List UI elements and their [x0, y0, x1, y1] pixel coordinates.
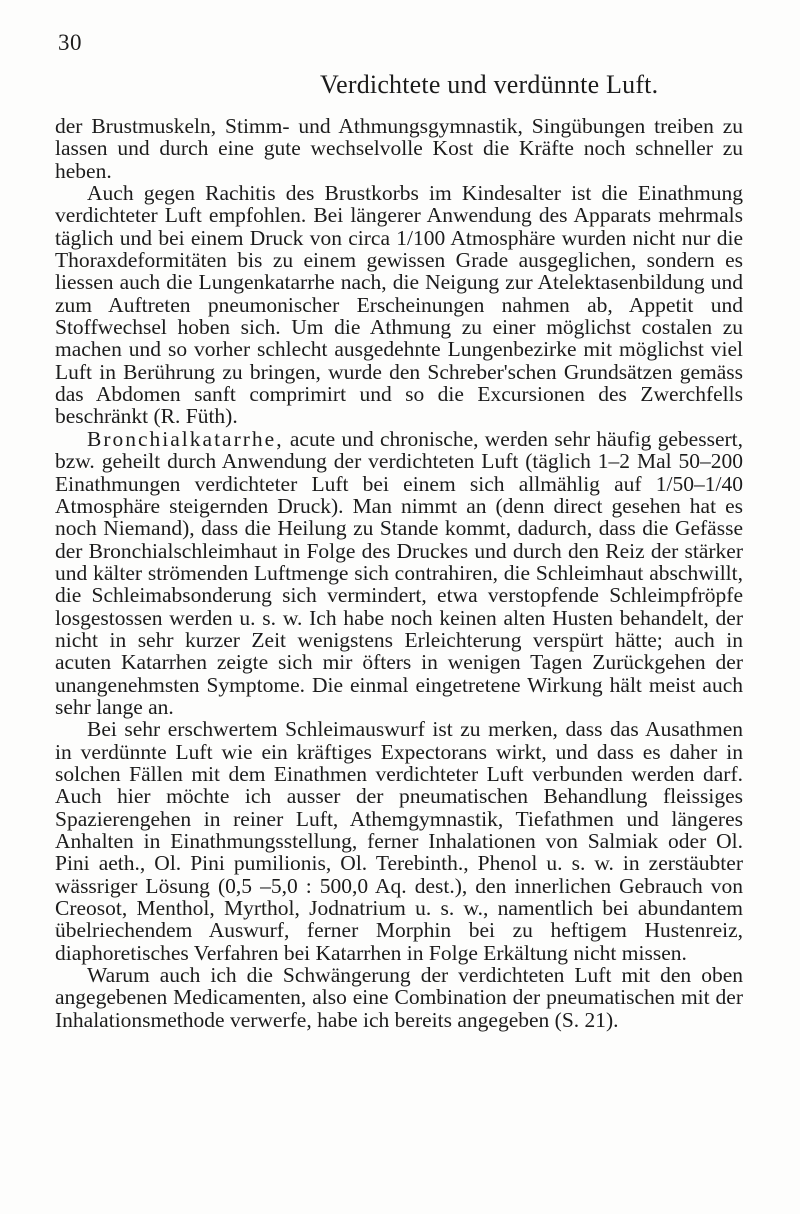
- paragraph: der Brustmuskeln, Stimm- und Athmungsgymnastik, Singübungen treiben zu lassen und durch eine gute wechselvolle Kost die Kräfte noch schneller zu heben.: [55, 114, 743, 183]
- paragraph: [55, 428, 743, 718]
- paragraph: Auch gegen Rachitis des Brustkorbs im Kindesalter ist die Einathmung verdichteter Luft empfohlen. Bei längerer Anwendung des Apparats mehrmals täglich und bei einem Druck von circa 1/100 Atmosphäre wurden nicht nur die Thoraxdeformitäten bis zu einem gewissen Grade ausgeglichen, sondern es liessen auch die Lungenkatarrhe nach, die Neigung zur Atelektasenbildung und zum Auftreten pneumonischer Erscheinungen nahmen ab, Appetit und Stoffwechsel hoben sich. Um die Athmung zu einer möglichst costalen zu machen und so vorher schlecht ausgedehnte Lungenbezirke mit möglichst viel Luft in Berührung zu bringen, wurde den Schreber'schen Grundsätzen gemäss das Abdomen sanft comprimirt und so die Excursionen des Zwerchfells beschränkt (R. Füth).: [55, 181, 743, 429]
- body-text: [55, 115, 743, 1031]
- paragraph-text: acute und chronische, werden sehr häufig gebessert, bzw. geheilt durch Anwendung der verdichteten Luft (täglich 1–2 Mal 50–200 Einathmungen verdichteter Luft bei einem sich allmählig auf 1/50–1/40 Atmosphäre steigernden Druck). Man nimmt an (denn direct gesehen hat es noch Niemand), dass die Heilung zu Stande kommt, dadurch, dass die Gefässe der Bronchialschleimhaut in Folge des Druckes und durch den Reiz der stärker und kälter strömenden Luftmenge sich contrahiren, die Schleimhaut abschwillt, die Schleimabsonderung sich vermindert, etwa verstopfende Schleimpfröpfe losgestossen werden u. s. w. Ich habe noch keinen alten Husten behandelt, der nicht in sehr kurzer Zeit wenigstens Erleichterung verspürt hätte; auch in acuten Katarrhen zeigte sich mir öfters in wenigen Tagen Zurückgehen der unangenehmsten Symptome. Die einmal eingetretene Wirkung hält meist auch sehr lange an.: [55, 426, 743, 719]
- paragraph: Bei sehr erschwertem Schleimauswurf ist zu merken, dass das Ausathmen in verdünnte Luft wie ein kräftiges Expectorans wirkt, und dass es daher in solchen Fällen mit dem Einathmen verdichteter Luft verbunden werden darf. Auch hier möchte ich ausser der pneumatischen Behandlung fleissiges Spazierengehen in reiner Luft, Athemgymnastik, Tiefathmen und längeres Anhalten in Einathmungsstellung, ferner Inhalationen von Salmiak oder Ol. Pini aeth., Ol. Pini pumilionis, Ol. Terebinth., Phenol u. s. w. in zerstäubter wässriger Lösung (0,5 –5,0 : 500,0 Aq. dest.), den innerlichen Gebrauch von Creosot, Menthol, Myrthol, Jodnatrium u. s. w., namentlich bei abundantem übelriechendem Auswurf, ferner Morphin bei zu heftigem Hustenreiz, diaphoretisches Verfahren bei Katarrhen in Folge Erkältung nicht missen.: [55, 717, 743, 965]
- paragraph: Warum auch ich die Schwängerung der verdichteten Luft mit den oben angegebenen Medicamenten, also eine Combination der pneumatischen mit der Inhalationsmethode verwerfe, habe ich bereits angegeben (S. 21).: [55, 963, 743, 1032]
- spaced-lead-term: Bronchialkatarrhe,: [87, 426, 284, 451]
- running-head: Verdichtete und verdünnte Luft.: [320, 70, 659, 99]
- page-number: 30: [58, 30, 82, 55]
